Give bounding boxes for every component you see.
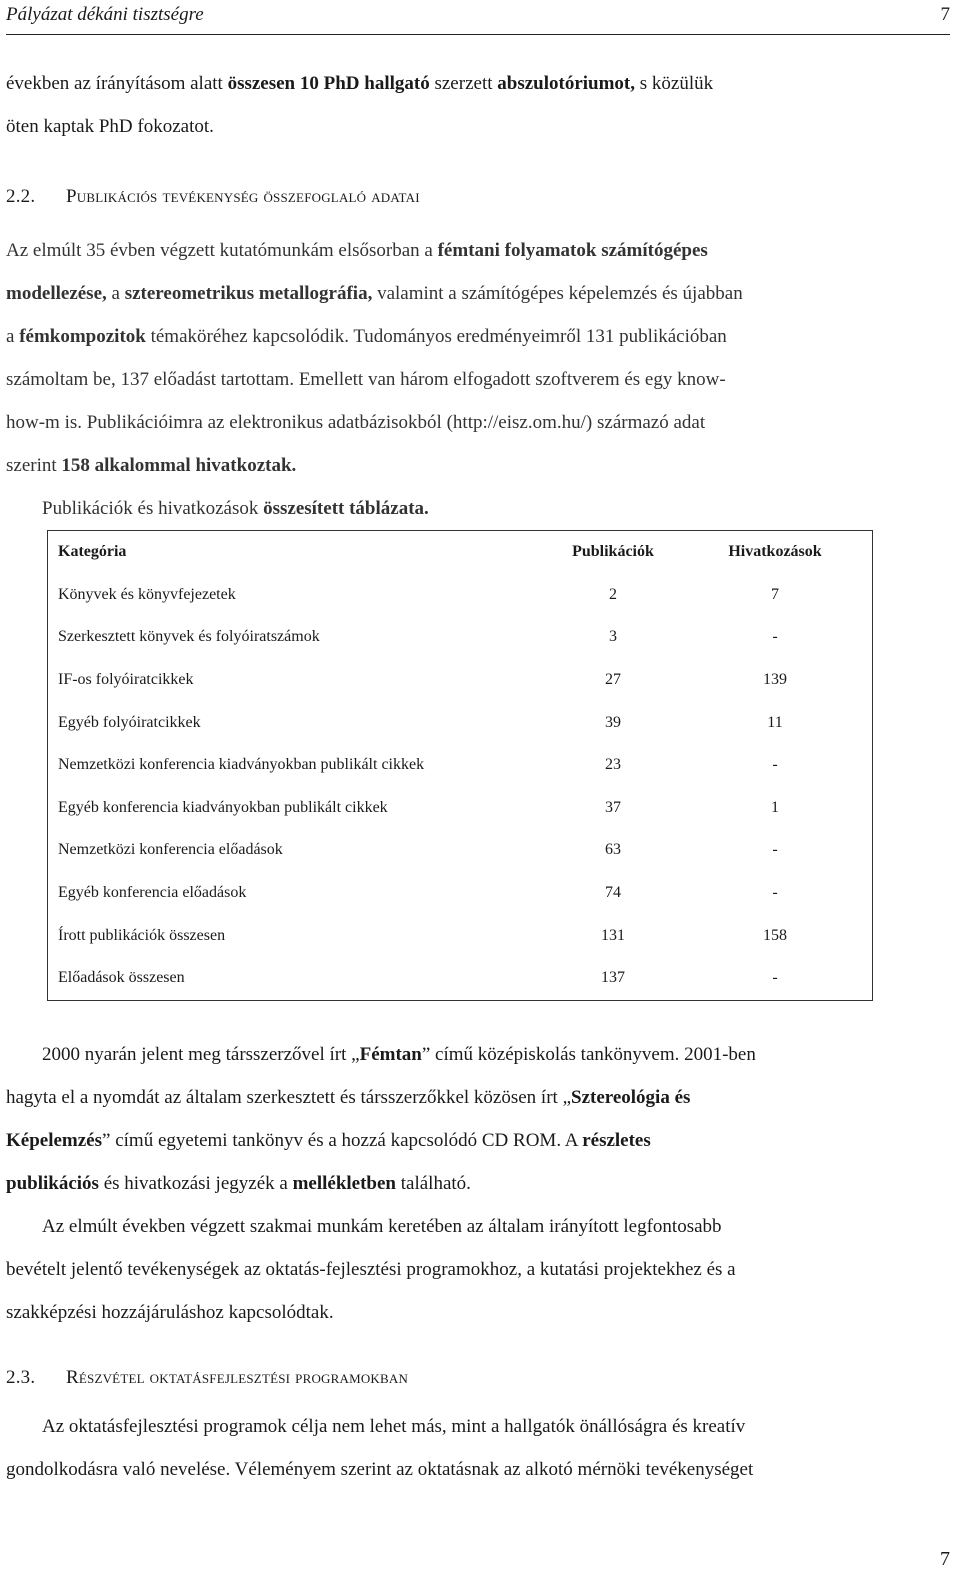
cell-citations: 158 [763, 926, 787, 944]
para-line: modellezése, a sztereometrikus metallográfia, valamint a számítógépes képelemzés és újabban [6, 283, 743, 304]
section-number: 2.2. [6, 186, 36, 207]
table-row [48, 574, 873, 617]
intro-line-1: években az írányításom alatt összesen 10 PhD hallgató szerzett abszulotóriumot, s közülük [6, 73, 714, 94]
header-title: Pályázat dékáni tisztségre [6, 4, 204, 25]
table-row [48, 701, 873, 744]
running-header [6, 0, 950, 35]
section-heading-2-3 [6, 1367, 408, 1389]
cell-citations: 1 [771, 798, 779, 816]
para-line: a fémkompozitok témaköréhez kapcsolódik. Tudományos eredményeimről 131 publikációban [6, 326, 727, 347]
para-line: hagyta el a nyomdát az általam szerkesztett és társszerzőkkel közösen írt „Sztereológia és [6, 1087, 691, 1108]
para-line: Az elmúlt években végzett szakmai munkám keretében az általam irányított legfontosabb [42, 1216, 722, 1237]
table-row [48, 872, 873, 915]
cell-category: Előadások összesen [58, 969, 185, 987]
para-line: szerint 158 alkalommal hivatkoztak. [6, 455, 297, 476]
para-line: how-m is. Publikációimra az elektronikus adatbázisokból (http://eisz.om.hu/) származó adat [6, 412, 706, 433]
table-row [48, 787, 873, 830]
intro-line-2: öten kaptak PhD fokozatot. [6, 116, 214, 137]
cell-publications: 2 [609, 585, 617, 603]
cell-category: Könyvek és könyvfejezetek [58, 585, 236, 603]
cell-citations: 139 [763, 671, 787, 689]
para-line: publikációs és hivatkozási jegyzék a mellékletben található. [6, 1173, 471, 1194]
footer-page-number: 7 [940, 1548, 950, 1570]
column-header-citations: Hivatkozások [728, 543, 822, 561]
cell-category: Nemzetközi konferencia kiadványokban publikált cikkek [58, 756, 425, 774]
cell-category: Egyéb folyóiratcikkek [58, 713, 201, 731]
cell-citations: - [772, 628, 778, 646]
cell-publications: 137 [601, 969, 625, 987]
cell-publications: 39 [605, 713, 621, 731]
column-header-category: Kategória [58, 543, 127, 561]
table-caption: Publikációk és hivatkozások összesített táblázata. [42, 498, 429, 519]
para-line: 2000 nyarán jelent meg társszerzővel írt „Fémtan” című középiskolás tankönyvem. 2001-ben [42, 1044, 756, 1065]
para-line: Az elmúlt 35 évben végzett kutatómunkám elsősorban a fémtani folyamatok számítógépes [6, 240, 708, 261]
cell-publications: 23 [605, 756, 621, 774]
cell-category: Egyéb konferencia előadások [58, 884, 247, 902]
para-line: Az oktatásfejlesztési programok célja nem lehet más, mint a hallgatók önállóságra és kreatív [42, 1416, 746, 1437]
section-title: Publikációs tevékenység összefoglaló adatai [66, 186, 420, 207]
cell-publications: 63 [605, 841, 621, 859]
para-line: szakképzési hozzájáruláshoz kapcsolódtak. [6, 1302, 334, 1323]
table-row [48, 659, 873, 702]
table-row [48, 616, 873, 659]
table-row [48, 829, 873, 872]
table-row [48, 957, 873, 1000]
table-body [48, 574, 873, 1000]
para-line: bevételt jelentő tevékenységek az oktatás-fejlesztési programokhoz, a kutatási projektekhez és a [6, 1259, 736, 1280]
cell-citations: - [772, 841, 778, 859]
table-row [48, 744, 873, 787]
table-header-row [48, 531, 873, 574]
cell-citations: - [772, 969, 778, 987]
cell-category: Szerkesztett könyvek és folyóiratszámok [58, 628, 320, 646]
table-row [48, 914, 873, 957]
cell-citations: - [772, 756, 778, 774]
cell-publications: 37 [605, 798, 621, 816]
cell-publications: 74 [605, 884, 621, 902]
para-line: számoltam be, 137 előadást tartottam. Emellett van három elfogadott szoftverem és egy know- [6, 369, 726, 390]
cell-category: Írott publikációk összesen [58, 926, 226, 944]
cell-citations: - [772, 884, 778, 902]
cell-category: IF-os folyóiratcikkek [58, 671, 194, 689]
cell-citations: 7 [771, 585, 779, 603]
section-number: 2.3. [6, 1367, 36, 1388]
section-heading-2-2 [6, 186, 420, 208]
column-header-publications: Publikációk [572, 543, 654, 561]
para-line: Képelemzés” című egyetemi tankönyv és a hozzá kapcsolódó CD ROM. A részletes [6, 1130, 651, 1151]
para-line: gondolkodásra való nevelése. Véleményem szerint az oktatásnak az alkotó mérnöki tevékenységet [6, 1459, 754, 1480]
cell-category: Nemzetközi konferencia előadások [58, 841, 283, 859]
publications-table [47, 530, 873, 1001]
section-title: Részvétel oktatásfejlesztési programokban [66, 1367, 409, 1388]
cell-publications: 131 [601, 926, 625, 944]
cell-citations: 11 [767, 713, 783, 731]
cell-category: Egyéb konferencia kiadványokban publikált cikkek [58, 798, 388, 816]
cell-publications: 3 [609, 628, 617, 646]
header-page-number: 7 [940, 4, 950, 25]
cell-publications: 27 [605, 671, 621, 689]
